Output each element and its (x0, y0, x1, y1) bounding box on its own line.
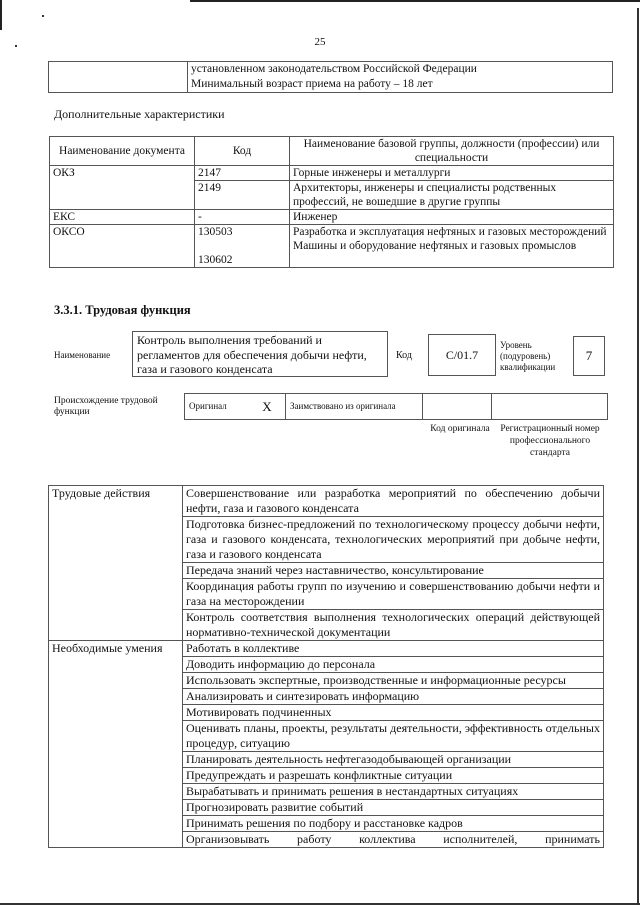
labor-action-item: Подготовка бизнес-предложений по технологическому процессу добычи нефти, газа и газового конденсата, технологических мероприятий при добыче нефти, газа и газового конденсата (183, 517, 604, 563)
page-number: 25 (314, 36, 326, 48)
cell-name: Инженер (290, 210, 614, 225)
cell-code: 2149 (195, 181, 290, 210)
scan-border-left (0, 0, 2, 30)
registration-number-cell (492, 394, 608, 420)
table-row (49, 486, 604, 517)
column-header-name: Наименование базовой группы, должности (профессии) или специальности (290, 137, 614, 166)
name-value: Разработка и эксплуатация нефтяных и газовых месторождений (293, 226, 607, 238)
table-row (50, 166, 614, 181)
cell-name: Архитекторы, инженеры и специалисты родственных профессий, не вошедшие в другие группы (290, 181, 614, 210)
additional-characteristics-title: Дополнительные характеристики (54, 107, 225, 121)
required-skills-label: Необходимые умения (49, 641, 183, 848)
cell-code: - (195, 210, 290, 225)
labor-function-details-table (48, 485, 604, 848)
skill-item: Организовывать работу коллектива исполнителей, принимать (183, 832, 604, 848)
borrowed-label: Заимствовано из оригинала (286, 394, 423, 420)
code-value: 130503 (198, 226, 233, 238)
registration-number-caption: Регистрационный номер профессионального стандарта (500, 424, 600, 458)
cell-doc: ОКСО (50, 225, 195, 268)
table-row (49, 641, 604, 657)
cell-code: 2147 (195, 166, 290, 181)
function-code-box: C/01.7 (428, 334, 496, 376)
skill-item: Анализировать и синтезировать информацию (183, 689, 604, 705)
qualification-level-box: 7 (573, 336, 605, 376)
scan-speck (42, 15, 44, 17)
function-name-box: Контроль выполнения требований и регламентов для обеспечения добычи нефти, газа и газового конденсата (132, 331, 388, 377)
cell-doc: ЕКС (50, 210, 195, 225)
table-row (185, 394, 608, 420)
table-row (50, 225, 614, 268)
scan-border-right (637, 8, 639, 905)
labor-action-item: Контроль соответствия выполнения технологических операций действующей нормативно-технической документации (183, 610, 604, 641)
cell-code (195, 225, 290, 268)
original-mark: X (249, 394, 286, 420)
skill-item: Принимать решения по подбору и расстановке кадров (183, 816, 604, 832)
cell-doc: ОКЗ (50, 166, 195, 210)
skill-item: Мотивировать подчиненных (183, 705, 604, 721)
labor-function-title: 3.3.1. Трудовая функция (54, 303, 191, 317)
table-row (50, 210, 614, 225)
skill-item: Доводить информацию до персонала (183, 657, 604, 673)
table-header-row (50, 137, 614, 166)
labor-actions-label: Трудовые действия (49, 486, 183, 641)
original-label: Оригинал (185, 394, 250, 420)
cell-name: Горные инженеры и металлурги (290, 166, 614, 181)
name-value: Машины и оборудование нефтяных и газовых промыслов (293, 240, 577, 252)
skill-item: Предупреждать и разрешать конфликтные ситуации (183, 768, 604, 784)
qualification-level-label: Уровень (подуровень) квалификации (500, 340, 556, 372)
table-cell-empty (49, 62, 188, 93)
labor-action-item: Совершенствование или разработка мероприятий по обеспечению добычи нефти, газа и газового конденсата (183, 486, 604, 517)
labor-action-item: Передача знаний через наставничество, консультирование (183, 563, 604, 579)
labor-action-item: Координация работы групп по изучению и совершенствованию добычи нефти и газа на месторождении (183, 579, 604, 610)
code-value: 130602 (198, 254, 233, 266)
skill-item: Вырабатывать и принимать решения в нестандартных ситуациях (183, 784, 604, 800)
skill-item: Работать в коллективе (183, 641, 604, 657)
code-label: Код (396, 350, 412, 361)
skill-item: Прогнозировать развитие событий (183, 800, 604, 816)
skill-item: Использовать экспертные, производственные и информационные ресурсы (183, 673, 604, 689)
additional-characteristics-table (49, 136, 614, 268)
column-header-document: Наименование документа (50, 137, 195, 166)
skill-item: Оценивать планы, проекты, результаты деятельности, эффективность отдельных процедур, ситуацию (183, 721, 604, 752)
origin-table (184, 393, 608, 420)
requirement-line: установленном законодательством Российской Федерации (191, 63, 477, 75)
column-header-code: Код (195, 137, 290, 166)
original-code-cell (423, 394, 492, 420)
skill-item: Планировать деятельность нефтегазодобывающей организации (183, 752, 604, 768)
requirement-line: Минимальный возраст приема на работу – 18 лет (191, 78, 433, 90)
cell-name (290, 225, 614, 268)
table-cell-requirements (188, 62, 613, 93)
origin-label: Происхождение трудовой функции (54, 396, 158, 417)
original-code-caption: Код оригинала (430, 424, 490, 434)
name-label: Наименование (54, 350, 111, 360)
scan-border-top (190, 0, 640, 2)
requirements-table-continuation (48, 61, 613, 93)
table-row (49, 62, 613, 93)
